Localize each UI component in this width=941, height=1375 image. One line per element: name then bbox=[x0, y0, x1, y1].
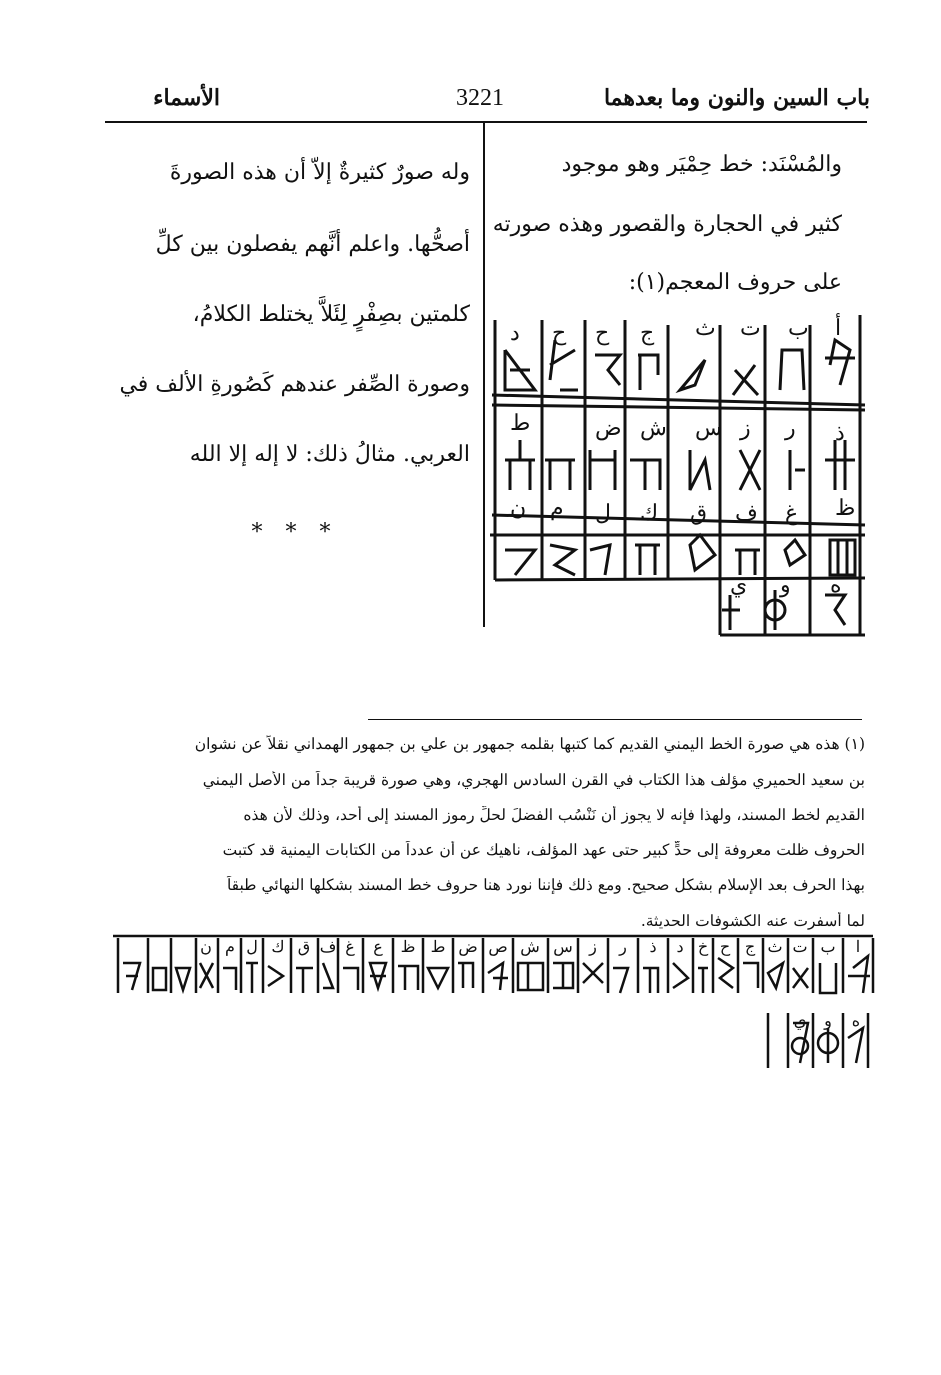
left-column-line-1: وله صورٌ كثيرةٌ إلاّ أن هذه الصورةَ bbox=[169, 160, 470, 185]
running-header-title: باب السين والنون وما بعدهما bbox=[603, 85, 870, 111]
section-separator-stars: * * * bbox=[251, 520, 339, 545]
svg-text:ب: ب bbox=[788, 316, 809, 341]
svg-text:ص: ص bbox=[488, 937, 508, 956]
running-header-section: الأسماء bbox=[153, 85, 220, 111]
svg-text:ن: ن bbox=[510, 496, 527, 521]
svg-text:س: س bbox=[695, 416, 722, 441]
left-column-line-4: وصورة الصِّفر عندهم كَصُورةِ الألف في bbox=[119, 372, 470, 397]
svg-text:ظ: ظ bbox=[835, 496, 856, 521]
footnote-line-4: الحروف ظلت معروفة إلى حدٍّ كبير حتى عهد المؤلف، ناهيك عن أن عدداً من الكتابات اليمنية قد كتبت bbox=[222, 841, 865, 859]
svg-text:ف: ف bbox=[735, 501, 758, 526]
footnote-line-2: بن سعيد الحميري مؤلف هذا الكتاب في القرن السادس الهجري، وهي صورة قريبة جداً من الأصل اليمني bbox=[202, 771, 865, 789]
footnote-line-5: بهذا الحرف بعد الإسلام بشكل صحيح. ومع ذلك فإننا نورد هنا حروف خط المسند بشكلها النهائي طبقاً bbox=[226, 876, 865, 894]
svg-text:و: و bbox=[824, 1011, 832, 1030]
svg-text:ه: ه bbox=[830, 573, 842, 598]
svg-text:م: م bbox=[225, 937, 235, 956]
footnote-line-1: (١) هذه هي صورة الخط اليمني القديم كما كتبها بقلمه جمهور بن علي بن جمهور الهمداني نقلاً عن نشوان bbox=[194, 735, 865, 753]
svg-text:ش: ش bbox=[520, 937, 540, 956]
svg-text:ز: ز bbox=[740, 416, 751, 441]
footnote-rule bbox=[368, 719, 862, 720]
svg-text:ط: ط bbox=[430, 937, 446, 956]
page-number: 3221 bbox=[456, 85, 504, 111]
svg-text:د: د bbox=[676, 937, 684, 956]
svg-text:ذ: ذ bbox=[649, 937, 657, 956]
footnote-line-6: لما أسفرت عنه الكشوفات الحديثة. bbox=[640, 912, 865, 930]
svg-text:ث: ث bbox=[767, 937, 783, 956]
svg-text:ا: ا bbox=[855, 937, 861, 956]
svg-text:ج: ج bbox=[640, 321, 655, 346]
right-column-line-3: على حروف المعجم(١): bbox=[628, 270, 842, 295]
svg-text:س: س bbox=[553, 937, 573, 956]
svg-text:ق: ق bbox=[297, 937, 311, 956]
svg-text:ذ: ذ bbox=[835, 421, 845, 446]
svg-text:ع: ع bbox=[373, 937, 383, 956]
svg-text:ج: ج bbox=[744, 937, 756, 956]
musnad-handwritten-table bbox=[490, 310, 870, 640]
svg-text:ح: ح bbox=[719, 937, 731, 956]
svg-text:ل: ل bbox=[595, 501, 611, 526]
svg-text:ق: ق bbox=[690, 501, 708, 526]
left-column-line-5: العربي. مثالُ ذلك: لا إله إلا الله bbox=[189, 442, 470, 467]
svg-text:ك: ك bbox=[640, 501, 659, 526]
svg-text:ي: ي bbox=[793, 1011, 807, 1030]
svg-text:ت: ت bbox=[740, 316, 761, 341]
svg-text:ث: ث bbox=[695, 316, 716, 341]
svg-text:ط: ط bbox=[510, 411, 531, 436]
svg-text:ظ: ظ bbox=[400, 937, 416, 956]
svg-text:ت: ت bbox=[792, 937, 808, 956]
left-column-line-3: كلمتين بصِفْرٍ لِئَلاَّ يختلط الكلامُ، bbox=[192, 302, 470, 327]
svg-text:ض: ض bbox=[458, 937, 478, 956]
footnote-line-3: القديم لخط المسند، ولهذا فإنه لا يجوز أن نَنْسُب الفضلَ لحلِّ رموز المسند إلى أحد، وذلك لأن هذه bbox=[243, 806, 865, 824]
right-column-line-1: والمُسْنَد: خط حِمْيَر وهو موجود bbox=[561, 152, 842, 177]
svg-text:ر: ر bbox=[785, 416, 796, 441]
svg-text:ي: ي bbox=[730, 573, 748, 598]
svg-text:خ: خ bbox=[697, 937, 709, 956]
svg-text:أ: أ bbox=[835, 316, 842, 341]
header-rule bbox=[105, 121, 867, 123]
svg-text:ن: ن bbox=[200, 937, 212, 956]
svg-text:ض: ض bbox=[595, 416, 622, 441]
svg-text:ك: ك bbox=[271, 937, 285, 956]
musnad-alphabet-strip bbox=[108, 928, 880, 1076]
right-column-line-2: كثير في الحجارة والقصور وهذه صورته bbox=[492, 212, 842, 237]
svg-text:غ: غ bbox=[345, 937, 355, 956]
svg-text:ل: ل bbox=[246, 937, 258, 956]
svg-text:ح: ح bbox=[552, 321, 567, 346]
svg-text:د: د bbox=[510, 321, 520, 346]
svg-text:ح: ح bbox=[595, 321, 610, 346]
svg-text:ه: ه bbox=[851, 1011, 861, 1030]
svg-text:غ: غ bbox=[785, 501, 799, 526]
svg-text:و: و bbox=[780, 573, 791, 598]
svg-text:ز: ز bbox=[589, 937, 597, 956]
svg-text:ر: ر bbox=[619, 937, 627, 956]
left-column-line-2: أصحُّها. واعلم أنَّهم يفصلون بين كلِّ bbox=[155, 232, 470, 257]
svg-text:ب: ب bbox=[820, 937, 836, 956]
svg-text:ف: ف bbox=[319, 937, 337, 956]
svg-text:م: م bbox=[550, 496, 564, 521]
column-divider bbox=[483, 122, 485, 627]
svg-text:ش: ش bbox=[640, 416, 667, 441]
